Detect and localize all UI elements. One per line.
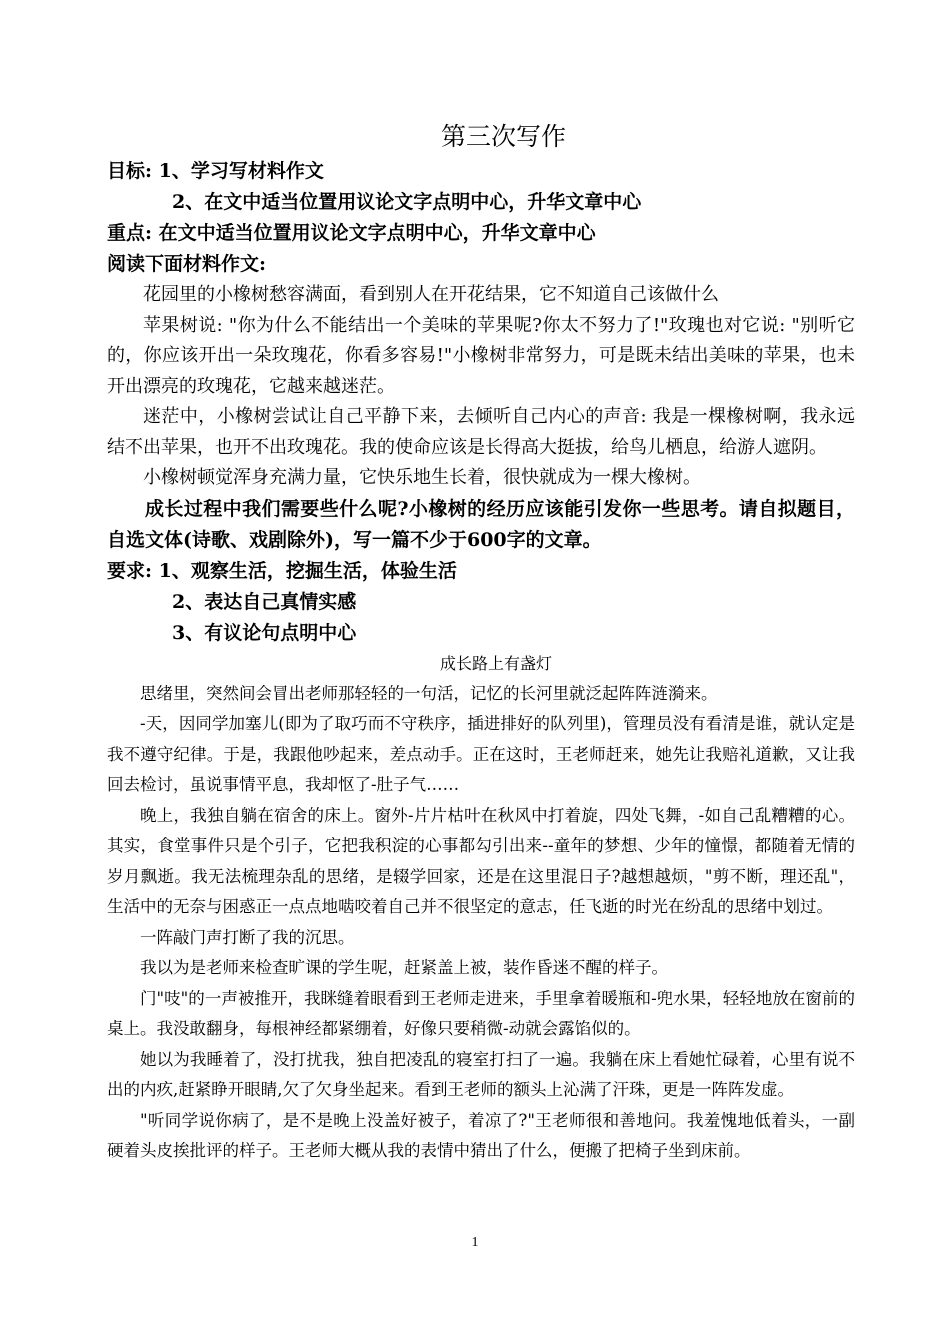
goals-label: 目标: — [107, 160, 153, 182]
material-paragraph: 苹果树说: "你为什么不能结出一个美味的苹果呢?你太不努力了!"玫瑰也对它说: "别听它的，你应该开出一朵玫瑰花，你看多容易!"小橡树非常努力，可是既未结出美味的苹果，也未开出漂亮的玫瑰花，它越来越迷茫。 — [107, 314, 855, 397]
page-title: 第三次写作 — [440, 122, 566, 151]
goal-item: 1、学习写材料作文 — [158, 160, 324, 182]
requirement-item: 1、观察生活，挖掘生活，体验生活 — [158, 559, 457, 582]
essay-body — [107, 679, 855, 1167]
focus-line — [107, 218, 855, 249]
essay-paragraph: "听同学说你病了，是不是晚上没盖好被子，着凉了?"王老师很和善地问。我羞愧地低着头，一副硬着头皮挨批评的样子。王老师大概从我的表情中猜出了什么，便搬了把椅子坐到床前。 — [107, 1110, 855, 1160]
requirements-label: 要求: — [107, 559, 153, 582]
essay-paragraph: -天，因同学加塞儿(即为了取巧而不守秩序，插进排好的队列里)，管理员没有看清是谁，就认定是我不遵守纪律。于是，我跟他吵起来，差点动手。正在这时，王老师赶来，她先让我赔礼道歉，又让我回去检讨，虽说事情平息，我却怄了-肚子气…… — [107, 714, 855, 794]
essay-paragraph: 一阵敲门声打断了我的沉思。 — [140, 927, 355, 947]
read-prompt: 阅读下面材料作文: — [107, 253, 267, 275]
essay-paragraph: 思绪里，突然间会冒出老师那轻轻的一句活，记忆的长河里就泛起阵阵涟漪来。 — [140, 683, 718, 703]
material-section — [107, 280, 855, 556]
requirements-line-1 — [107, 556, 855, 587]
requirement-item: 2、表达自己真情实感 — [172, 590, 357, 613]
material-paragraph: 小橡树顿觉浑身充满力量，它快乐地生长着，很快就成为一棵大橡树。 — [143, 467, 701, 488]
document-page — [107, 118, 855, 1167]
requirement-item: 3、有议论句点明中心 — [172, 621, 357, 644]
essay-title: 成长路上有盏灯 — [439, 653, 552, 673]
essay-paragraph: 她以为我睡着了，没打扰我，独自把凌乱的寝室打扫了一遍。我躺在床上看她忙碌着，心里有说不出的内疚,赶紧睁开眼睛,欠了欠身坐起来。看到王老师的额头上沁满了汗珠，更是一阵阵发虚。 — [107, 1049, 855, 1099]
essay-paragraph: 门"吱"的一声被推开，我眯缝着眼看到王老师走进来，手里拿着暖瓶和-兜水果，轻轻地放在窗前的桌上。我没敢翻身，每根神经都紧绷着，好像只要稍微-动就会露馅似的。 — [107, 988, 855, 1038]
goal-item: 2、在文中适当位置用议论文字点明中心，升华文章中心 — [172, 191, 642, 213]
essay-paragraph: 我以为是老师来检查旷课的学生呢，赶紧盖上被，装作昏迷不醒的样子。 — [140, 958, 668, 977]
focus-text: 在文中适当位置用议论文字点明中心，升华文章中心 — [158, 222, 596, 244]
material-paragraph: 迷茫中，小橡树尝试让自己平静下来，去倾听自己内心的声音: 我是一棵橡树啊，我永远结不出苹果，也开不出玫瑰花。我的使命应该是长得高大挺拔，给鸟儿栖息，给游人遮阴。 — [107, 406, 855, 458]
task-paragraph: 成长过程中我们需要些什么呢?小橡树的经历应该能引发你一些思考。请自拟题目，自选文体(诗歌、戏剧除外)，写一篇不少于600字的文章。 — [107, 497, 855, 551]
material-paragraph: 花园里的小橡树愁容满面，看到别人在开花结果，它不知道自己该做什么 — [143, 284, 719, 305]
page-number: 1 — [471, 1235, 479, 1250]
goals-line-1 — [107, 156, 855, 187]
essay-paragraph: 晚上，我独自躺在宿舍的床上。窗外-片片枯叶在秋风中打着旋，四处飞舞，-如自己乱糟糟的心。其实，食堂事件只是个引子，它把我积淀的心事都勾引出来--童年的梦想、少年的憧憬，都随着无情的岁月飘逝。我无法梳理杂乱的思绪，是辍学回家，还是在这里混日子?越想越烦，"剪不断，理还乱"，生活中的无奈与困惑正一点点地啮咬着自己并不很坚定的意志，任飞逝的时光在纷乱的思绪中划过。 — [107, 805, 855, 916]
focus-label: 重点: — [107, 222, 153, 244]
